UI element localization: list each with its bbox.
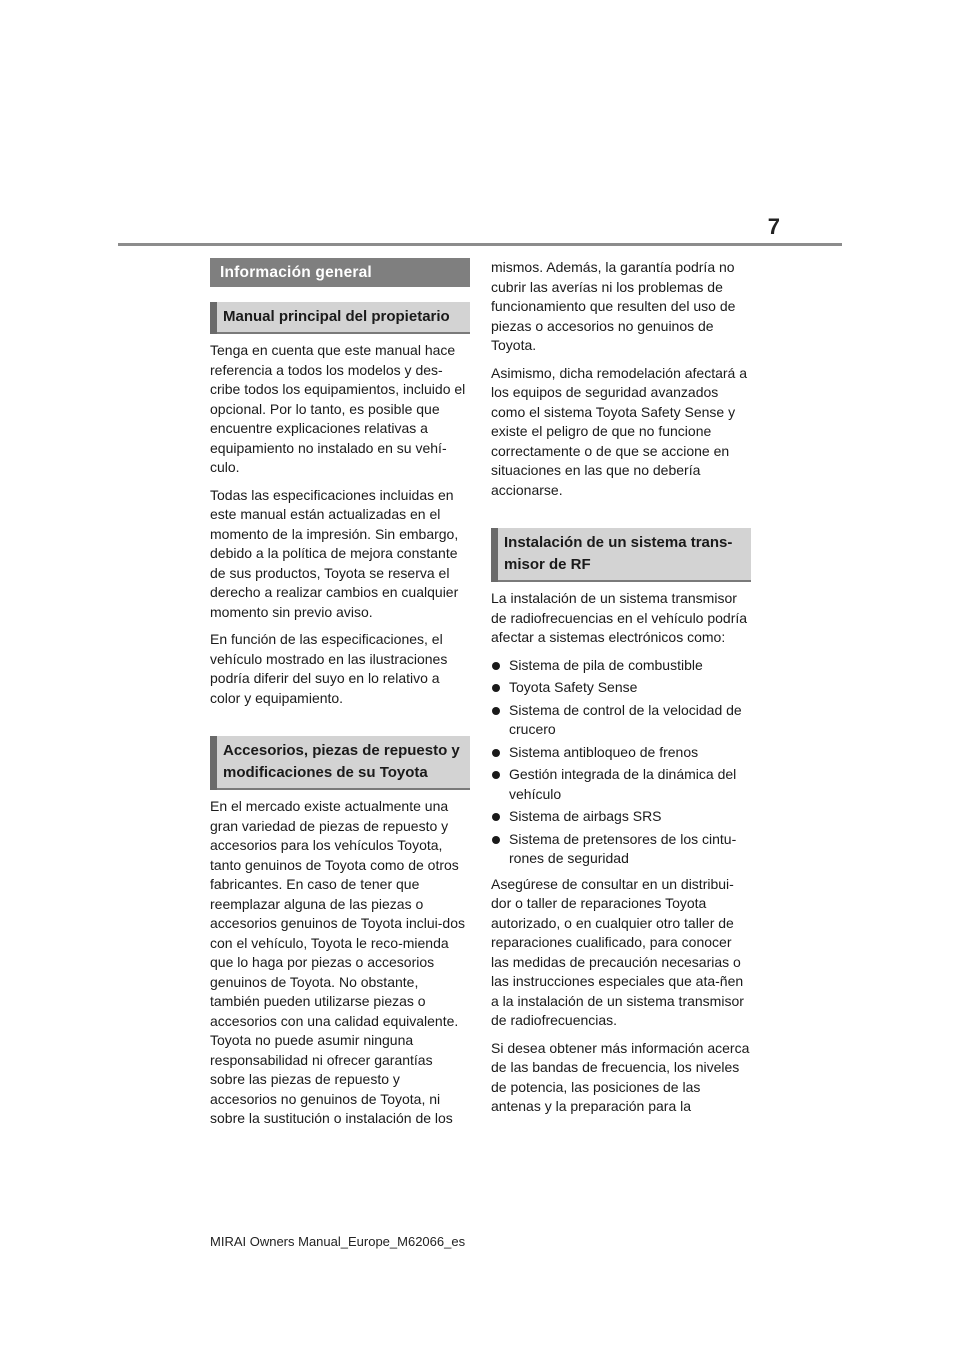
paragraph: En el mercado existe actualmente una gran variedad de piezas de repuesto y accesorios para los vehículos Toyota, tanto genuinos de Toyota como de otros fabricantes. En caso de tener que reemplazar alguna de las piezas o accesorios genuinos de Toyota inclui-dos con el vehículo, Toyota le reco-mienda que lo haga por piezas o accesorios genuinos de Toyota. No obstante, también pueden utilizarse piezas o accesorios con una calidad equivalente. Toyota no puede asumir ninguna responsabilidad ni ofrecer garantías sobre las piezas de repuesto y accesorios no genuinos de Toyota, ni sobre la sustitución o instalación de los <box>210 798 466 1126</box>
paragraph: La instalación de un sistema transmisor de radiofrecuencias en el vehículo podría afectar a sistemas electrónicos como: <box>491 590 748 645</box>
bullet-icon <box>492 749 500 757</box>
bullet-list <box>491 656 751 869</box>
bullet-icon <box>492 707 500 715</box>
bullet-icon <box>492 662 500 670</box>
list-item <box>491 830 751 869</box>
footer-document-id: MIRAI Owners Manual_Europe_M62066_es <box>210 1234 466 1249</box>
list-item-text: Toyota Safety Sense <box>509 679 638 695</box>
section-title: Información general <box>210 258 470 287</box>
paragraph: Tenga en cuenta que este manual hace referencia a todos los modelos y des-cribe todos los equipamientos, incluido el opcional. Por lo tanto, es posible que encuentre explicaciones relativas a equipamiento no instalado en su vehí-culo. <box>210 342 466 475</box>
spacer <box>491 508 751 528</box>
page-number: 7 <box>767 214 780 239</box>
paragraph: Asimismo, dicha remodelación afectará a los equipos de seguridad avanzados como el sistema Toyota Safety Sense y existe el peligro de que no funcione correctamente o de que se accione en situaciones en las que no debería accionarse. <box>491 364 748 498</box>
bullet-icon <box>492 813 500 821</box>
list-item <box>491 678 751 698</box>
subheading-accessories: Accesorios, piezas de repuesto y modificaciones de su Toyota <box>210 736 470 790</box>
spacer <box>210 716 470 736</box>
list-item <box>491 765 751 804</box>
paragraph: mismos. Además, la garantía podría no cubrir las averías ni los problemas de funcionamiento que resulten del uso de piezas o accesorios no genuinos de Toyota. <box>491 259 736 353</box>
header-rule <box>118 243 842 246</box>
bullet-icon <box>492 836 500 844</box>
paragraph: Asegúrese de consultar en un distribui-dor o taller de reparaciones Toyota autorizado, o en cualquier otro taller de reparaciones cualificado, para conocer las medidas de precaución necesarias o las instrucciones especiales que ata-ñen a la instalación de un sistema transmisor de radiofrecuencias. <box>491 875 744 1028</box>
list-item-text: Gestión integrada de la dinámica del vehículo <box>509 766 737 802</box>
subheading-owners-manual: Manual principal del propietario <box>210 302 470 334</box>
paragraph: En función de las especificaciones, el vehículo mostrado en las ilustraciones podría diferir del suyo en lo relativo a color y equipamiento. <box>210 631 448 706</box>
right-column <box>491 258 751 1125</box>
list-item-text: Sistema de control de la velocidad de crucero <box>509 701 742 737</box>
paragraph: Si desea obtener más información acerca de las bandas de frecuencia, los niveles de potencia, las posiciones de las antenas y la preparación para la <box>491 1039 750 1114</box>
paragraph: Todas las especificaciones incluidas en este manual están actualizadas en el momento de la impresión. Sin embargo, debido a la política de mejora constante de sus productos, Toyota se reserva el derecho a realizar cambios en cualquier momento sin previo aviso. <box>210 486 459 620</box>
subheading-rf-transmitter: Instalación de un sistema trans-misor de RF <box>491 528 751 582</box>
list-item <box>491 701 751 740</box>
left-column <box>210 258 470 1137</box>
list-item-text: Sistema de pretensores de los cintu-rones de seguridad <box>509 830 737 866</box>
list-item-text: Sistema de airbags SRS <box>509 808 662 824</box>
list-item-text: Sistema antibloqueo de frenos <box>509 743 699 760</box>
list-item <box>491 656 751 676</box>
bullet-icon <box>492 771 500 779</box>
list-item <box>491 743 751 763</box>
list-item-text: Sistema de pila de combustible <box>509 656 703 673</box>
list-item <box>491 807 751 827</box>
bullet-icon <box>492 684 500 692</box>
